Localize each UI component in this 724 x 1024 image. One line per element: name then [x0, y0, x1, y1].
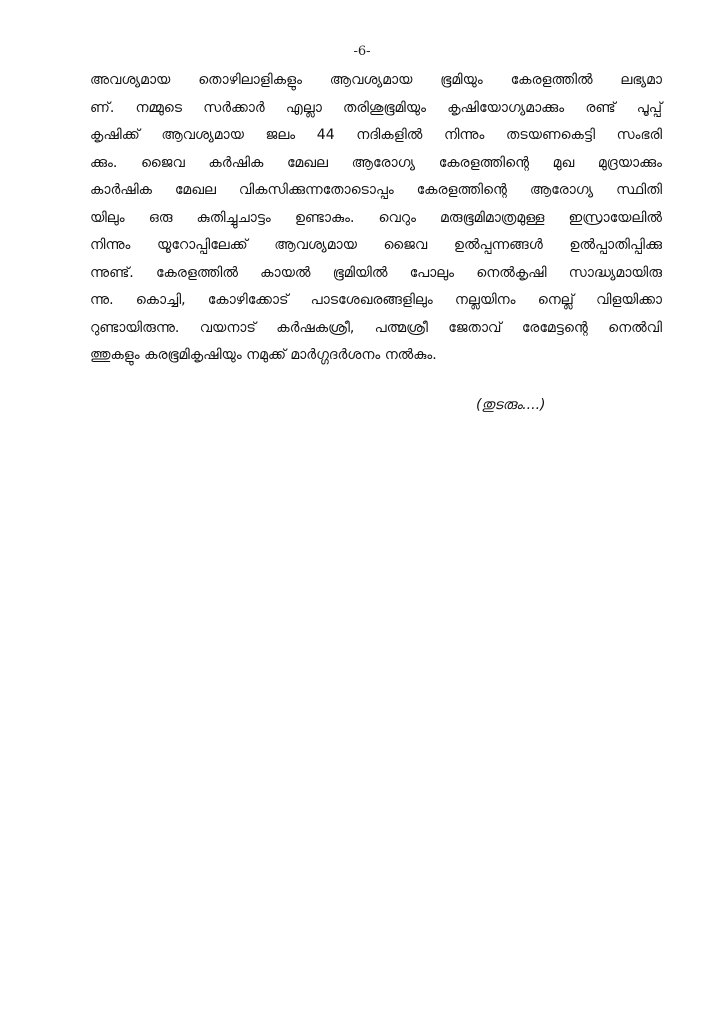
paragraph-line: ന്നുണ്ട്. കേരളത്തിൽ കായൽ ഭൂമിയിൽ പോലും നെൽകൃഷി സാദ്ധ്യമായിരു [90, 264, 662, 281]
paragraph-line: ത്തുകളും കരഭൂമികൃഷിയും നമുക്ക് മാർഗ്ഗദർശനം നൽകും. [90, 347, 437, 363]
paragraph-line: യിലും ഒരു കുതിച്ചുചാട്ടം ഉണ്ടാകും. വെറും മരുഭൂമിമാത്രമുള്ള ഇസ്രായേലിൽ [90, 209, 662, 226]
continued-note: (തുടരും....) [476, 397, 546, 413]
paragraph-line: റുണ്ടായിരുന്നു. വയനാട് കർഷകശ്രീ, പത്മശ്രീ ജേതാവ് രേമേട്ടന്റെ നെൽവി [90, 319, 662, 336]
paragraph-line: ണ്. നമ്മുടെ സർക്കാർ എല്ലാ തരിശുഭൂമിയും കൃഷിയോഗ്യമാക്കും രണ്ട് പൂപ്പ് [90, 99, 662, 116]
body-paragraph [90, 67, 662, 370]
paragraph-line: ന്നു. കൊച്ചി, കോഴിക്കോട് പാടശേഖരങ്ങളിലും നല്ലയിനം നെല്ല് വിളയിക്കാ [90, 292, 662, 308]
paragraph-line: കാർഷിക മേഖല വികസിക്കുന്നതോടൊപ്പം കേരളത്തിന്റെ ആരോഗ്യ സ്ഥിതി [90, 182, 662, 198]
page-number: -6- [353, 44, 371, 59]
paragraph-line: നിന്നും യൂറോപ്പിലേക്ക് ആവശ്യമായ ജൈവ ഉൽപ്പന്നങ്ങൾ ഉൽപ്പാതിപ്പിക്കു [90, 237, 662, 253]
paragraph-line: ക്കും. ജൈവ കർഷിക മേഖല ആരോഗ്യ കേരളത്തിന്റെ മുഖ മുദ്രയാക്കും [90, 154, 662, 171]
paragraph-line: കൃഷിക്ക് ആവശ്യമായ ജലം 44 നദികളിൽ നിന്നും തടയണകെട്ടി സംഭരി [90, 127, 662, 143]
paragraph-line: അവശ്യമായ തൊഴിലാളികളും ആവശ്യമായ ഭൂമിയും കേരളത്തിൽ ലഭ്യമാ [90, 72, 662, 88]
